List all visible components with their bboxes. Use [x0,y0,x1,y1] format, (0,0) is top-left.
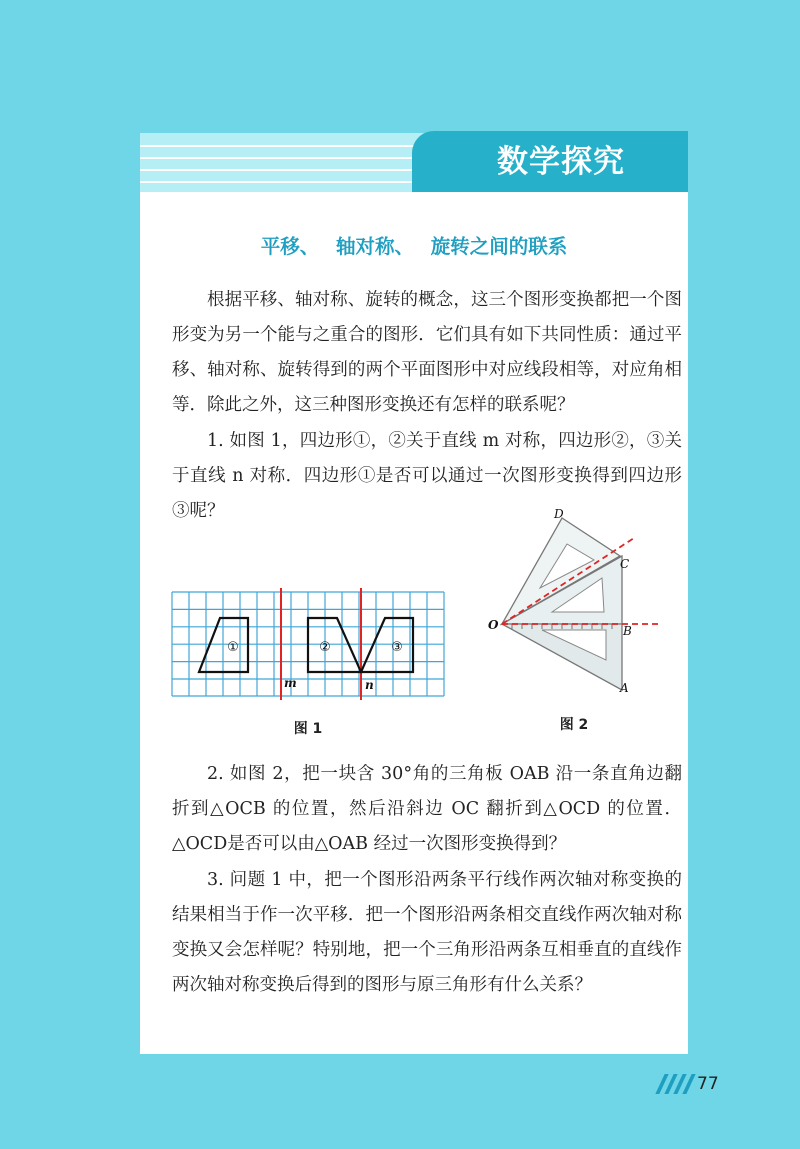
question-3: 3. 问题 1 中，把一个图形沿两条平行线作两次轴对称变换的结果相当于作一次平移．把一个图形沿两条相交直线作两次轴对称变换又会怎样呢？特别地，把一个三角形沿两条互相垂直的直线作两次轴对称变换后得到的图形与原三角形有什么关系？ [172,870,682,995]
header-title: 数学探究 [497,144,625,180]
label-c: C [620,557,630,571]
label-shape-2: ② [319,640,331,655]
figure-2-caption: 图 2 [559,717,589,733]
figure-1-diagram [168,588,448,708]
label-shape-1: ① [227,640,239,655]
label-b: B [623,624,632,638]
figure-1-caption: 图 1 [293,721,323,737]
question-2: 2. 如图 2，把一块含 30°角的三角板 OAB 沿一条直角边翻折到△OCB 的位置，然后沿斜边 OC 翻折到△OCD 的位置．△OCD是否可以由△OAB 经过一次图形变换得到？ [172,764,682,854]
label-n: n [365,678,374,692]
figure-1 [168,588,448,708]
quadrilateral-2 [308,618,361,672]
figure-2-diagram [482,500,662,710]
header-decoration [140,133,430,192]
figure-2 [482,500,662,710]
label-o: O [488,618,499,632]
section-title: 平移、 轴对称、 旋转之间的联系 [260,235,568,258]
label-shape-3: ③ [391,640,403,655]
question-1: 1. 如图 1，四边形①，②关于直线 m 对称，四边形②，③关于直线 n 对称．四边形①是否可以通过一次图形变换得到四边形③呢？ [172,431,682,521]
label-d: D [554,507,564,521]
label-a: A [620,681,629,695]
page-number: 77 [697,1074,719,1094]
label-m: m [284,676,297,690]
intro-paragraph: 根据平移、轴对称、旋转的概念，这三个图形变换都把一个图形变为另一个能与之重合的图形．它们具有如下共同性质：通过平移、轴对称、旋转得到的两个平面图形中对应线段相等，对应角相等．除此之外，这三种图形变换还有怎样的联系呢？ [172,290,682,415]
quadrilateral-3 [361,618,413,672]
